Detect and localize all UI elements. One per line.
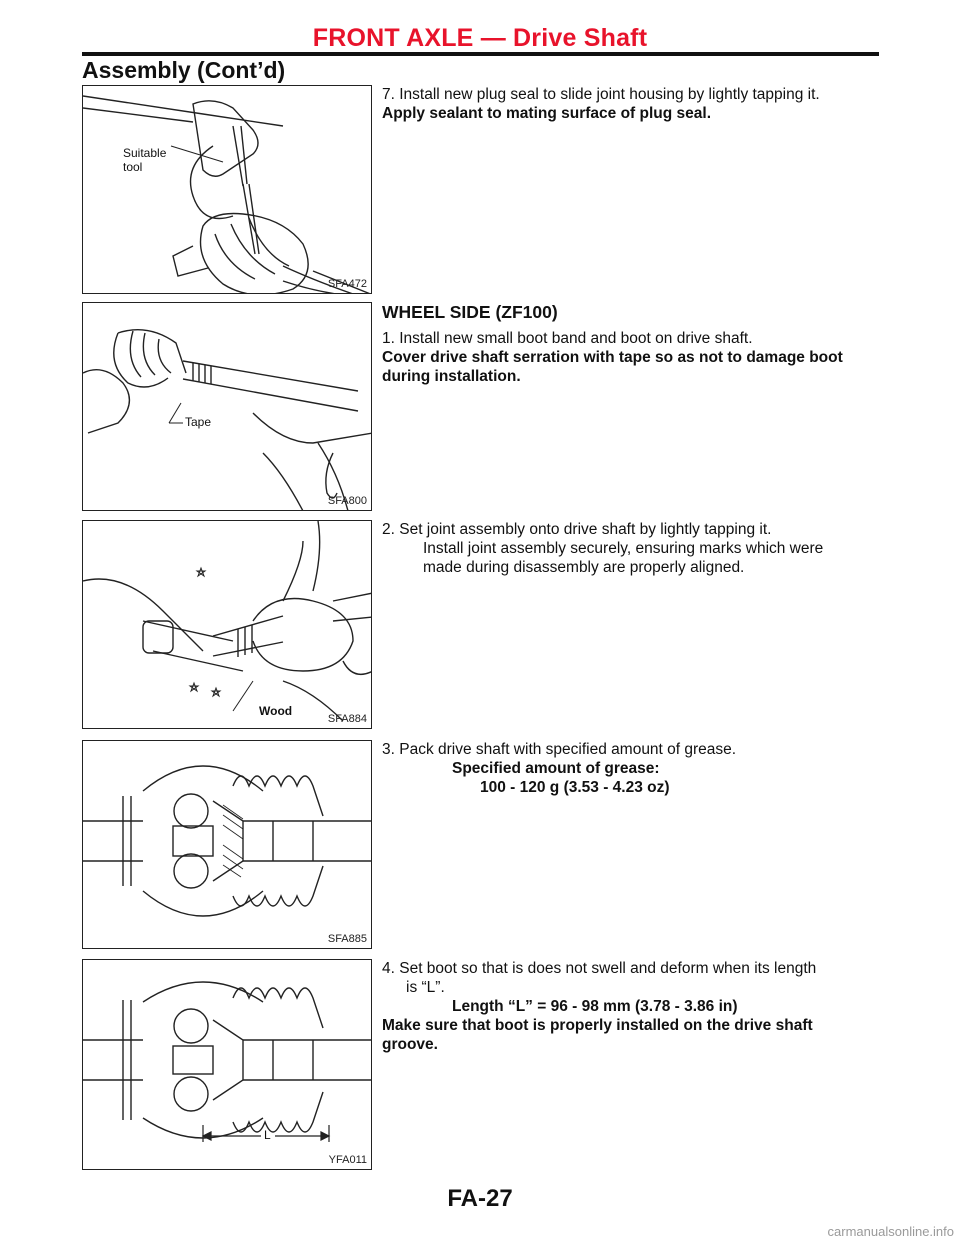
- step-2-sub-line2: made during disassembly are properly aligned.: [423, 559, 745, 576]
- step-7-note: Apply sealant to mating surface of plug seal.: [382, 105, 712, 122]
- figure-label-l: L: [264, 1128, 271, 1142]
- step-2: [382, 520, 882, 577]
- step-1-note-line1: Cover drive shaft serration with tape so as not to damage boot: [382, 349, 843, 366]
- step-7: [382, 85, 882, 123]
- figure-label-wood: Wood: [259, 704, 293, 718]
- figure-id: SFA885: [327, 933, 367, 945]
- step-1-note-line2: during installation.: [382, 368, 521, 385]
- figure-label-suitable-tool: Suitable tool: [123, 146, 167, 174]
- section-heading: Assembly (Cont’d): [82, 57, 286, 83]
- step-4-text-line1: 4. Set boot so that is does not swell and deform when its length: [382, 960, 817, 977]
- illustration-joint-assembly-tapping: [83, 521, 372, 729]
- figure-id: SFA800: [327, 495, 367, 507]
- figure-id: SFA884: [327, 713, 367, 725]
- figure-sfa472: [82, 85, 372, 294]
- illustration-joint-cutaway-grease: [83, 741, 372, 949]
- step-4-spec: Length “L” = 96 - 98 mm (3.78 - 3.86 in): [452, 998, 738, 1015]
- step-4-note-line2: groove.: [382, 1036, 438, 1053]
- step-2-sub-line1: Install joint assembly securely, ensuring marks which were: [423, 540, 824, 557]
- illustration-tapping-plug-seal: [83, 86, 372, 294]
- step-3-spec-value: 100 - 120 g (3.53 - 4.23 oz): [480, 779, 670, 796]
- watermark: carmanualsonline.info: [827, 1224, 954, 1239]
- figure-id: YFA011: [328, 1154, 367, 1166]
- step-1: [382, 329, 882, 386]
- step-4: [382, 959, 882, 1054]
- step-3-text: 3. Pack drive shaft with specified amount of grease.: [382, 741, 737, 758]
- step-4-text-line2: is “L”.: [406, 979, 445, 996]
- step-3: [382, 740, 882, 797]
- step-2-text: 2. Set joint assembly onto drive shaft by lightly tapping it.: [382, 521, 772, 538]
- wheel-side-heading: WHEEL SIDE (ZF100): [382, 302, 558, 322]
- step-4-note-line1: Make sure that boot is properly installed on the drive shaft: [382, 1017, 813, 1034]
- page-header-title: FRONT AXLE — Drive Shaft: [312, 24, 648, 52]
- page-number: FA-27: [447, 1185, 513, 1212]
- figure-id: SFA472: [327, 278, 367, 290]
- figure-label-tape: Tape: [185, 415, 212, 429]
- figure-yfa011: [82, 959, 372, 1170]
- header-divider: [82, 52, 879, 56]
- step-7-text: 7. Install new plug seal to slide joint housing by lightly tapping it.: [382, 86, 820, 103]
- illustration-boot-length: [83, 960, 372, 1170]
- figure-sfa800: [82, 302, 372, 511]
- illustration-tape-on-shaft: [83, 303, 372, 511]
- step-1-text: 1. Install new small boot band and boot on drive shaft.: [382, 330, 753, 347]
- figure-sfa884: [82, 520, 372, 729]
- step-3-spec-label: Specified amount of grease:: [452, 760, 660, 777]
- figure-sfa885: [82, 740, 372, 949]
